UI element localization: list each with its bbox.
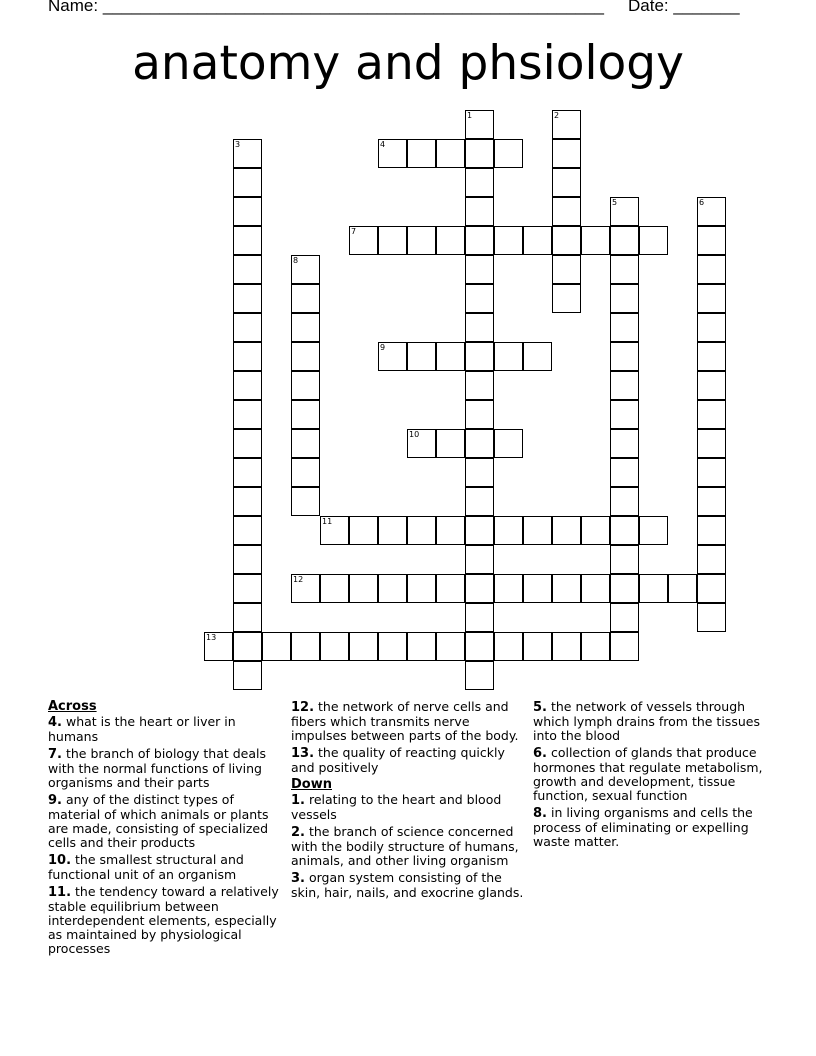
grid-cell[interactable] [233, 313, 262, 342]
grid-cell[interactable] [436, 632, 465, 661]
clue-down-5 [533, 700, 769, 743]
grid-cell[interactable] [349, 226, 378, 255]
clue-number-4: 4 [380, 140, 386, 149]
grid-cell[interactable] [494, 139, 523, 168]
grid-cell[interactable] [465, 400, 494, 429]
grid-cell[interactable] [581, 226, 610, 255]
clue-down-1 [291, 793, 527, 822]
grid-cell[interactable] [494, 574, 523, 603]
grid-cell[interactable] [291, 632, 320, 661]
grid-cell[interactable] [697, 400, 726, 429]
grid-cell[interactable] [465, 226, 494, 255]
grid-cell[interactable] [697, 574, 726, 603]
grid-cell[interactable] [407, 516, 436, 545]
grid-cell[interactable] [523, 516, 552, 545]
grid-cell[interactable] [291, 400, 320, 429]
across-heading: Across [48, 699, 97, 714]
grid-cell[interactable] [349, 632, 378, 661]
grid-cell[interactable] [407, 139, 436, 168]
down-heading: Down [291, 777, 332, 792]
clue-number-13: 13 [206, 633, 217, 642]
grid-cell[interactable] [610, 255, 639, 284]
clue-text: the network of nerve cells and fibers which transmits nerve impulses between parts of the body. [291, 699, 519, 743]
grid-cell[interactable] [233, 284, 262, 313]
puzzle-title: anatomy and phsiology [132, 36, 684, 91]
grid-cell[interactable] [233, 226, 262, 255]
clue-number-7: 7 [351, 227, 357, 236]
grid-cell[interactable] [349, 516, 378, 545]
grid-cell[interactable] [610, 371, 639, 400]
grid-cell[interactable] [552, 139, 581, 168]
grid-cell[interactable] [262, 632, 291, 661]
clue-down-8 [533, 806, 769, 849]
grid-cell[interactable] [465, 168, 494, 197]
clue-text: the tendency toward a relatively stable equilibrium between interdependent elements, especially as maintained by physiological processes [48, 884, 279, 956]
grid-cell[interactable] [465, 661, 494, 690]
grid-cell[interactable] [552, 255, 581, 284]
grid-cell[interactable] [494, 516, 523, 545]
name-label: Name: [48, 0, 99, 15]
grid-cell[interactable] [378, 226, 407, 255]
grid-cell[interactable] [610, 429, 639, 458]
grid-cell[interactable] [378, 632, 407, 661]
grid-cell[interactable] [233, 197, 262, 226]
grid-cell[interactable] [610, 342, 639, 371]
clue-number: 1. [291, 793, 305, 808]
grid-cell[interactable] [697, 284, 726, 313]
grid-cell[interactable] [291, 313, 320, 342]
grid-cell[interactable] [233, 371, 262, 400]
grid-cell[interactable] [697, 458, 726, 487]
clue-text: the quality of reacting quickly and positively [291, 745, 505, 775]
grid-cell[interactable] [233, 139, 262, 168]
grid-cell[interactable] [610, 545, 639, 574]
grid-cell[interactable] [552, 284, 581, 313]
clue-text: relating to the heart and blood vessels [291, 792, 502, 822]
grid-cell[interactable] [291, 255, 320, 284]
grid-cell[interactable] [523, 342, 552, 371]
clue-number: 4. [48, 715, 62, 730]
grid-cell[interactable] [697, 342, 726, 371]
clue-number: 7. [48, 747, 62, 762]
clue-number-2: 2 [554, 111, 560, 120]
grid-cell[interactable] [552, 574, 581, 603]
grid-cell[interactable] [697, 429, 726, 458]
clue-number: 5. [533, 700, 547, 715]
grid-cell[interactable] [610, 284, 639, 313]
clue-number: 12. [291, 700, 315, 715]
grid-cell[interactable] [204, 632, 233, 661]
grid-cell[interactable] [610, 400, 639, 429]
clue-across-9 [48, 793, 284, 850]
clue-text: the branch of biology that deals with the normal functions of living organisms and their parts [48, 746, 267, 790]
grid-cell[interactable] [407, 429, 436, 458]
clue-across-13 [291, 746, 527, 775]
grid-cell[interactable] [610, 603, 639, 632]
grid-cell[interactable] [233, 632, 262, 661]
clue-text: the smallest structural and functional unit of an organism [48, 852, 244, 882]
grid-cell[interactable] [378, 342, 407, 371]
grid-cell[interactable] [668, 574, 697, 603]
grid-cell[interactable] [610, 487, 639, 516]
clue-number: 10. [48, 853, 72, 868]
grid-cell[interactable] [552, 197, 581, 226]
grid-cell[interactable] [233, 487, 262, 516]
grid-cell[interactable] [697, 371, 726, 400]
grid-cell[interactable] [436, 226, 465, 255]
clue-number-12: 12 [293, 575, 304, 584]
clue-across-7 [48, 747, 284, 790]
grid-cell[interactable] [465, 313, 494, 342]
grid-cell[interactable] [639, 574, 668, 603]
grid-cell[interactable] [610, 516, 639, 545]
grid-cell[interactable] [291, 284, 320, 313]
grid-cell[interactable] [494, 429, 523, 458]
grid-cell[interactable] [291, 429, 320, 458]
grid-cell[interactable] [465, 516, 494, 545]
grid-cell[interactable] [233, 458, 262, 487]
grid-cell[interactable] [233, 400, 262, 429]
grid-cell[interactable] [465, 574, 494, 603]
clue-text: what is the heart or liver in humans [48, 714, 236, 744]
grid-cell[interactable] [552, 168, 581, 197]
clue-number: 3. [291, 871, 305, 886]
clues-column-2 [291, 700, 527, 903]
date-label: Date: [628, 0, 669, 15]
grid-cell[interactable] [465, 487, 494, 516]
grid-cell[interactable] [697, 487, 726, 516]
grid-cell[interactable] [552, 226, 581, 255]
clue-number-10: 10 [409, 430, 420, 439]
clue-down-6 [533, 746, 769, 803]
clue-number-9: 9 [380, 343, 386, 352]
grid-cell[interactable] [494, 632, 523, 661]
grid-cell[interactable] [407, 342, 436, 371]
grid-cell[interactable] [378, 574, 407, 603]
grid-cell[interactable] [320, 516, 349, 545]
clue-down-2 [291, 825, 527, 868]
grid-cell[interactable] [407, 632, 436, 661]
clue-across-4 [48, 715, 284, 744]
grid-cell[interactable] [465, 284, 494, 313]
clue-number-6: 6 [699, 198, 705, 207]
clue-number: 2. [291, 825, 305, 840]
grid-cell[interactable] [610, 226, 639, 255]
clue-number: 11. [48, 885, 72, 900]
clues-column-3 [533, 700, 769, 852]
grid-cell[interactable] [494, 342, 523, 371]
grid-cell[interactable] [610, 574, 639, 603]
grid-cell[interactable] [465, 197, 494, 226]
clue-text: the network of vessels through which lymph drains from the tissues into the blood [533, 699, 760, 743]
grid-cell[interactable] [610, 313, 639, 342]
grid-cell[interactable] [523, 632, 552, 661]
grid-cell[interactable] [697, 516, 726, 545]
grid-cell[interactable] [610, 632, 639, 661]
clue-number-1: 1 [467, 111, 473, 120]
clue-across-12 [291, 700, 527, 743]
grid-cell[interactable] [291, 342, 320, 371]
clue-down-3 [291, 871, 527, 900]
grid-cell[interactable] [233, 429, 262, 458]
grid-cell[interactable] [581, 632, 610, 661]
grid-cell[interactable] [552, 110, 581, 139]
grid-cell[interactable] [697, 603, 726, 632]
grid-cell[interactable] [610, 197, 639, 226]
grid-cell[interactable] [639, 516, 668, 545]
grid-cell[interactable] [291, 458, 320, 487]
grid-cell[interactable] [465, 458, 494, 487]
grid-cell[interactable] [697, 313, 726, 342]
grid-cell[interactable] [465, 342, 494, 371]
grid-cell[interactable] [233, 342, 262, 371]
grid-cell[interactable] [523, 226, 552, 255]
grid-cell[interactable] [233, 516, 262, 545]
grid-cell[interactable] [465, 371, 494, 400]
clue-number: 6. [533, 746, 547, 761]
grid-cell[interactable] [494, 226, 523, 255]
grid-cell[interactable] [233, 661, 262, 690]
grid-cell[interactable] [465, 110, 494, 139]
grid-cell[interactable] [349, 574, 378, 603]
grid-cell[interactable] [233, 545, 262, 574]
grid-cell[interactable] [407, 226, 436, 255]
grid-cell[interactable] [581, 574, 610, 603]
clue-number-11: 11 [322, 517, 333, 526]
grid-cell[interactable] [581, 516, 610, 545]
grid-cell[interactable] [465, 255, 494, 284]
date-field[interactable]: _______ [673, 0, 740, 15]
clue-number-3: 3 [235, 140, 241, 149]
clue-text: the branch of science concerned with the bodily structure of humans, animals, and other living organism [291, 824, 519, 868]
grid-cell[interactable] [639, 226, 668, 255]
grid-cell[interactable] [378, 139, 407, 168]
clue-number: 9. [48, 793, 62, 808]
grid-cell[interactable] [610, 458, 639, 487]
grid-cell[interactable] [233, 255, 262, 284]
name-field[interactable]: _____________________________________________________ [102, 0, 604, 15]
grid-cell[interactable] [233, 603, 262, 632]
grid-cell[interactable] [378, 516, 407, 545]
clue-text: any of the distinct types of material of which animals or plants are made, consisting of specialized cells and their products [48, 792, 269, 850]
grid-cell[interactable] [465, 429, 494, 458]
grid-cell[interactable] [465, 139, 494, 168]
clue-text: collection of glands that produce hormones that regulate metabolism, growth and development, tissue function, sexual function [533, 745, 763, 803]
grid-cell[interactable] [291, 574, 320, 603]
grid-cell[interactable] [320, 574, 349, 603]
grid-cell[interactable] [436, 342, 465, 371]
grid-cell[interactable] [436, 139, 465, 168]
grid-cell[interactable] [523, 574, 552, 603]
grid-cell[interactable] [465, 632, 494, 661]
grid-cell[interactable] [291, 371, 320, 400]
clues-column-1 [48, 700, 284, 959]
grid-cell[interactable] [697, 545, 726, 574]
grid-cell[interactable] [436, 574, 465, 603]
grid-cell[interactable] [552, 516, 581, 545]
grid-cell[interactable] [233, 168, 262, 197]
grid-cell[interactable] [407, 574, 436, 603]
clue-text: organ system consisting of the skin, hair, nails, and exocrine glands. [291, 870, 524, 900]
clue-number: 8. [533, 806, 547, 821]
grid-cell[interactable] [233, 574, 262, 603]
grid-cell[interactable] [697, 226, 726, 255]
grid-cell[interactable] [697, 255, 726, 284]
clue-across-10 [48, 853, 284, 882]
clue-number-5: 5 [612, 198, 618, 207]
grid-cell[interactable] [291, 487, 320, 516]
grid-cell[interactable] [320, 632, 349, 661]
grid-cell[interactable] [465, 603, 494, 632]
clue-across-11 [48, 885, 284, 956]
grid-cell[interactable] [552, 632, 581, 661]
grid-cell[interactable] [436, 516, 465, 545]
grid-cell[interactable] [465, 545, 494, 574]
clue-number: 13. [291, 746, 315, 761]
clue-text: in living organisms and cells the process of eliminating or expelling waste matter. [533, 805, 753, 849]
grid-cell[interactable] [436, 429, 465, 458]
grid-cell[interactable] [697, 197, 726, 226]
clue-number-8: 8 [293, 256, 299, 265]
